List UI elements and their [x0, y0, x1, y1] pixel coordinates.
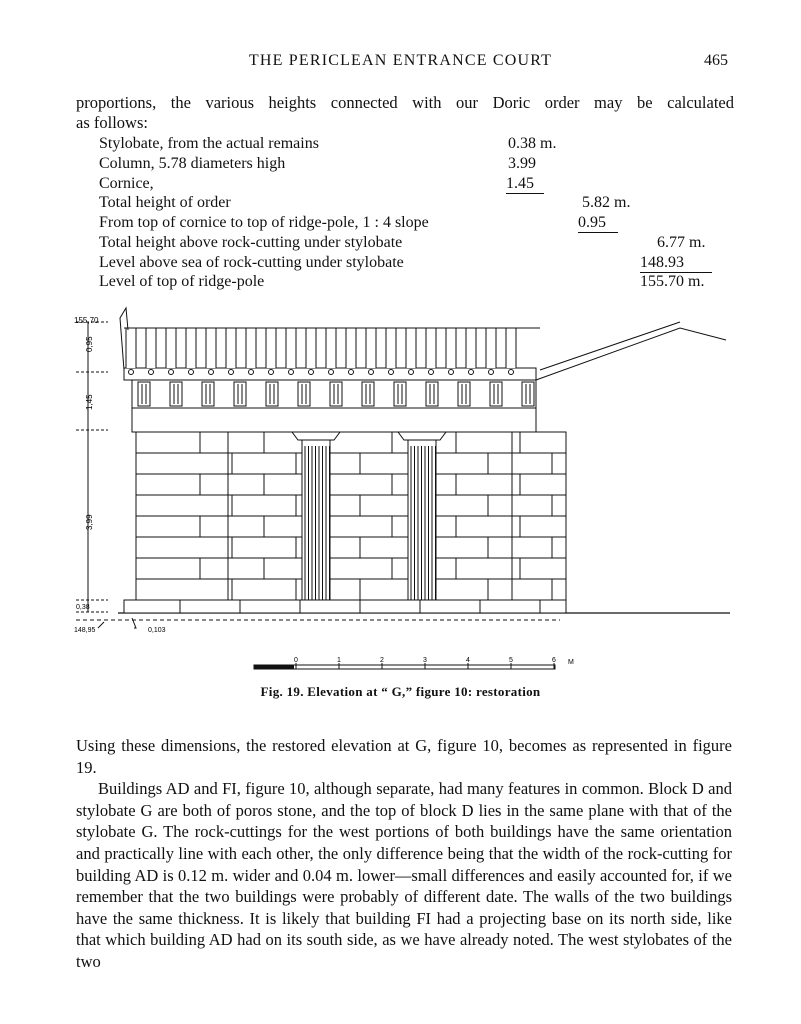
roof-tile	[386, 328, 396, 368]
table-row-label: Stylobate, from the actual remains	[99, 135, 319, 152]
triglyph	[362, 382, 374, 406]
triglyph	[458, 382, 470, 406]
column-capital	[398, 432, 446, 440]
table-row-label: Total height of order	[99, 194, 231, 211]
antefix	[469, 370, 474, 375]
elevation-drawing	[0, 300, 801, 680]
triglyph	[266, 382, 278, 406]
roof-tile	[306, 328, 316, 368]
scale-tick-label: 5	[509, 657, 513, 664]
table-value: 155.70 m.	[640, 273, 705, 290]
table-value: 3.99	[508, 155, 536, 172]
table-value: 0.38 m.	[508, 135, 557, 152]
antefix	[489, 370, 494, 375]
scale-tick-label: 6	[552, 657, 556, 664]
antefix	[309, 370, 314, 375]
antefix	[369, 370, 374, 375]
roof-tile	[406, 328, 416, 368]
scale-bar	[254, 657, 574, 669]
table-row-label: From top of cornice to top of ridge-pole, 1 : 4 slope	[99, 214, 429, 231]
roof-tile	[466, 328, 476, 368]
table-row-label: Level of top of ridge-pole	[99, 273, 265, 290]
roof-tile	[366, 328, 376, 368]
dim-label-offset: 0,103	[148, 627, 166, 634]
scale-tick-label: 2	[380, 657, 384, 664]
antefix	[409, 370, 414, 375]
roof-tile	[426, 328, 436, 368]
page-number: 465	[704, 52, 728, 69]
scale-tick-label: 0	[294, 657, 298, 664]
antefix	[149, 370, 154, 375]
triglyph	[394, 382, 406, 406]
roof-tile	[246, 328, 256, 368]
scale-tick-label: 4	[466, 657, 470, 664]
scale-tick-label: 1	[337, 657, 341, 664]
antefix	[289, 370, 294, 375]
table-value: 0.95	[578, 214, 618, 233]
architrave	[132, 408, 536, 432]
paragraph: Buildings AD and FI, figure 10, although separate, had many features in common. Block D and stylobate G are both of poros stone, and the top of block D lies in the same plane with that of the stylobate G. The rock-cuttings for the west portions of both buildings have the same orientation and practically line with each other, the only difference being that the width of the rock-cutting for building AD is 0.12 m. wider and 0.04 m. lower—small differences and easily accounted for, if we remember that the two buildings were probably of different date. The walls of the two buildings have the same thickness. It is likely that building FI had a projecting base on its north side, like that which building AD had on its south side, as we have already noted. The west stylobates of the two	[76, 779, 732, 971]
table-row-label: Cornice,	[99, 175, 154, 192]
table-row-label: Column, 5.78 diameters high	[99, 155, 286, 172]
roof-tile	[146, 328, 156, 368]
roof-tile	[206, 328, 216, 368]
antefix	[449, 370, 454, 375]
running-header: THE PERICLEAN ENTRANCE COURT	[248, 52, 553, 69]
dim-label-stylobate: 0,38	[76, 604, 90, 611]
intro-line-1: proportions, the various heights connected with our Doric order may be calculated	[76, 93, 734, 112]
roof-tile	[506, 328, 516, 368]
dim-label-roof: 0,95	[85, 336, 94, 352]
antefix	[269, 370, 274, 375]
scale-tick-label: 3	[423, 657, 427, 664]
antefix	[349, 370, 354, 375]
triglyph	[138, 382, 150, 406]
roof-slope	[536, 328, 726, 380]
antefix	[169, 370, 174, 375]
antefix	[229, 370, 234, 375]
triglyph	[426, 382, 438, 406]
antefix	[389, 370, 394, 375]
figure-caption: Fig. 19. Elevation at “ G,” figure 10: restoration	[260, 684, 541, 699]
triglyph	[490, 382, 502, 406]
table-value: 1.45	[506, 175, 544, 194]
antefix	[129, 370, 134, 375]
table-value: 5.82 m.	[582, 194, 631, 211]
roof-tile	[226, 328, 236, 368]
triglyph	[202, 382, 214, 406]
roof-tile	[486, 328, 496, 368]
roof-tile	[346, 328, 356, 368]
table-row-label: Total height above rock-cutting under stylobate	[99, 234, 403, 251]
dim-label-cornice: 1,45	[85, 394, 94, 410]
table-row-label: Level above sea of rock-cutting under stylobate	[99, 254, 404, 271]
triglyph	[330, 382, 342, 406]
triglyph	[170, 382, 182, 406]
dim-label-column: 3,99	[85, 514, 94, 530]
table-value: 148.93	[640, 254, 712, 273]
body-text	[76, 735, 732, 973]
antefix	[429, 370, 434, 375]
scale-unit: M	[568, 659, 574, 666]
roof-tile	[126, 328, 136, 368]
roof-tile	[186, 328, 196, 368]
antefix	[189, 370, 194, 375]
roof-tile	[266, 328, 276, 368]
antefix	[249, 370, 254, 375]
triglyph	[298, 382, 310, 406]
roof-tile	[166, 328, 176, 368]
triglyph	[522, 382, 534, 406]
roof-tile	[326, 328, 336, 368]
dim-label-top-level: 155,70	[74, 316, 99, 325]
column-capital	[292, 432, 340, 440]
antefix	[209, 370, 214, 375]
roof-tile	[286, 328, 296, 368]
table-value: 6.77 m.	[657, 234, 706, 251]
roof-tile	[446, 328, 456, 368]
intro-line-2: as follows:	[76, 113, 148, 132]
antefix	[329, 370, 334, 375]
antefix	[509, 370, 514, 375]
roof-slope-upper	[540, 322, 680, 370]
paragraph: Using these dimensions, the restored elevation at G, figure 10, becomes as represented in figure 19.	[76, 736, 732, 777]
triglyph	[234, 382, 246, 406]
dim-label-base-level: 148,95	[74, 627, 96, 634]
